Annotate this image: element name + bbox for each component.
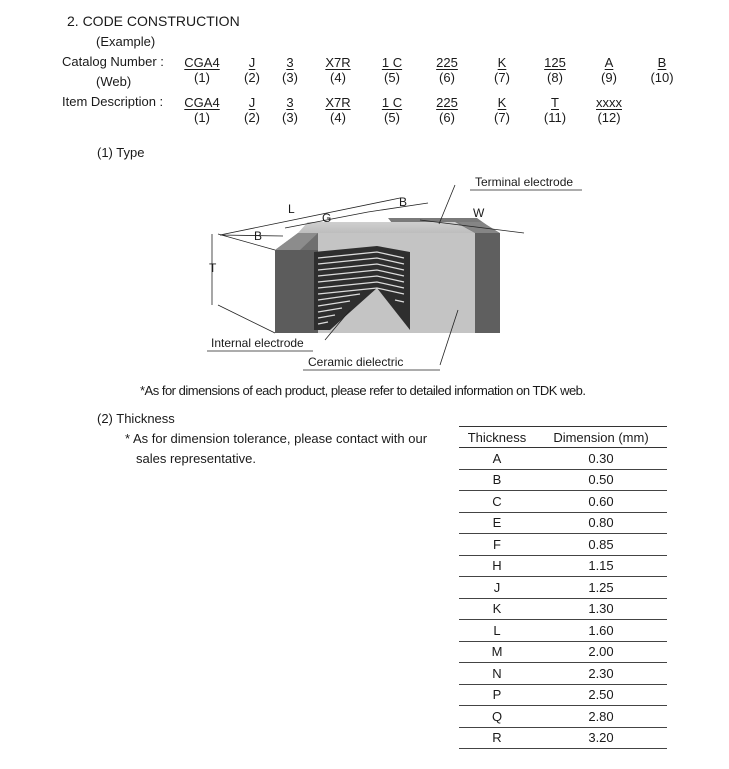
- catalog-code-value: CGA4: [184, 55, 220, 70]
- catalog-code-value: A: [604, 55, 614, 70]
- item-code-value: 225: [436, 95, 458, 110]
- table-header-row: [459, 427, 667, 448]
- item-code-3: [265, 95, 315, 125]
- item-code-value: CGA4: [184, 95, 220, 110]
- item-code-7: [477, 95, 527, 125]
- item-code-value: X7R: [325, 95, 351, 110]
- item-code-4: [313, 95, 363, 125]
- catalog-code-6: [422, 55, 472, 85]
- dim-L-label: L: [288, 202, 295, 216]
- thickness-code-cell: R: [459, 727, 535, 749]
- chip-capacitor-diagram: [190, 170, 630, 375]
- catalog-code-7: [477, 55, 527, 85]
- catalog-code-3: [265, 55, 315, 85]
- catalog-code-index: (2): [244, 70, 260, 85]
- table-row: [459, 727, 667, 749]
- thickness-code-cell: B: [459, 469, 535, 491]
- table-row: [459, 512, 667, 534]
- catalog-code-5: [367, 55, 417, 85]
- table-row: [459, 577, 667, 599]
- thickness-code-cell: N: [459, 663, 535, 685]
- dim-B-right-label: B: [399, 195, 408, 209]
- dimension-cell: 3.20: [535, 727, 667, 749]
- terminal-right-front: [475, 233, 500, 333]
- item-code-index: (7): [494, 110, 510, 125]
- item-code-8: [530, 95, 580, 125]
- item-code-value: 1 C: [381, 95, 403, 110]
- catalog-code-value: B: [657, 55, 667, 70]
- web-label: (Web): [96, 74, 132, 89]
- thickness-code-cell: K: [459, 598, 535, 620]
- dim-T-label: T: [209, 261, 217, 275]
- table-row: [459, 448, 667, 470]
- catalog-code-8: [530, 55, 580, 85]
- dimension-cell: 2.00: [535, 641, 667, 663]
- item-code-9: [584, 95, 634, 125]
- catalog-code-index: (1): [194, 70, 210, 85]
- dimension-cell: 0.85: [535, 534, 667, 556]
- item-description-label: Item Description :: [62, 94, 164, 109]
- item-code-index: (6): [439, 110, 455, 125]
- dimension-cell: 0.30: [535, 448, 667, 470]
- item-code-value: J: [248, 95, 256, 110]
- catalog-code-index: (8): [547, 70, 563, 85]
- thickness-code-cell: J: [459, 577, 535, 599]
- dimension-cell: 0.50: [535, 469, 667, 491]
- item-code-1: [177, 95, 227, 125]
- table-row: [459, 684, 667, 706]
- catalog-code-value: J: [248, 55, 256, 70]
- catalog-code-1: [177, 55, 227, 85]
- item-code-index: (3): [282, 110, 298, 125]
- dim-G-label: G: [322, 211, 332, 225]
- table-row: [459, 641, 667, 663]
- dimension-cell: 2.50: [535, 684, 667, 706]
- item-code-6: [422, 95, 472, 125]
- catalog-code-index: (6): [439, 70, 455, 85]
- thickness-code-cell: A: [459, 448, 535, 470]
- dimension-cell: 0.60: [535, 491, 667, 513]
- catalog-code-index: (7): [494, 70, 510, 85]
- table-row: [459, 598, 667, 620]
- example-label: (Example): [96, 34, 156, 49]
- table-row: [459, 663, 667, 685]
- table-row: [459, 534, 667, 556]
- catalog-code-value: 1 C: [381, 55, 403, 70]
- item-code-index: (4): [330, 110, 346, 125]
- item-code-value: K: [497, 95, 507, 110]
- thickness-code-cell: L: [459, 620, 535, 642]
- thickness-heading: (2) Thickness: [97, 411, 175, 426]
- thickness-code-cell: E: [459, 512, 535, 534]
- catalog-code-9: [584, 55, 634, 85]
- internal-electrode-label: Internal electrode: [211, 336, 304, 350]
- catalog-code-index: (4): [330, 70, 346, 85]
- table-row: [459, 555, 667, 577]
- header-thickness: Thickness: [459, 427, 535, 448]
- item-code-value: T: [551, 95, 559, 110]
- dimension-cell: 1.60: [535, 620, 667, 642]
- item-code-index: (2): [244, 110, 260, 125]
- dimension-note: *As for dimensions of each product, please refer to detailed information on TDK web.: [140, 383, 586, 398]
- thickness-code-cell: P: [459, 684, 535, 706]
- item-code-index: (1): [194, 110, 210, 125]
- catalog-code-value: 3: [286, 55, 294, 70]
- catalog-number-label: Catalog Number :: [62, 54, 164, 69]
- catalog-code-index: (10): [650, 70, 674, 85]
- catalog-code-4: [313, 55, 363, 85]
- thickness-code-cell: M: [459, 641, 535, 663]
- item-code-5: [367, 95, 417, 125]
- ceramic-dielectric-label: Ceramic dielectric: [308, 355, 404, 369]
- item-code-index: (5): [384, 110, 400, 125]
- catalog-code-index: (5): [384, 70, 400, 85]
- dimension-cell: 1.25: [535, 577, 667, 599]
- thickness-code-cell: Q: [459, 706, 535, 728]
- item-code-value: 3: [286, 95, 294, 110]
- section-title: 2. CODE CONSTRUCTION: [67, 13, 240, 29]
- catalog-code-index: (3): [282, 70, 298, 85]
- tolerance-note-line1: * As for dimension tolerance, please contact with our: [125, 431, 428, 446]
- catalog-code-value: 125: [544, 55, 566, 70]
- item-code-value: xxxx: [596, 95, 622, 110]
- table-row: [459, 469, 667, 491]
- catalog-code-value: X7R: [325, 55, 351, 70]
- thickness-code-cell: C: [459, 491, 535, 513]
- dimension-cell: 2.80: [535, 706, 667, 728]
- item-code-index: (12): [597, 110, 621, 125]
- catalog-code-value: K: [497, 55, 507, 70]
- catalog-code-index: (9): [601, 70, 617, 85]
- dim-W-label: W: [473, 206, 485, 220]
- dim-B-left-label: B: [254, 229, 263, 243]
- dimension-cell: 2.30: [535, 663, 667, 685]
- table-row: [459, 491, 667, 513]
- terminal-electrode-label: Terminal electrode: [475, 175, 574, 189]
- catalog-code-value: 225: [436, 55, 458, 70]
- dimension-cell: 1.15: [535, 555, 667, 577]
- dimension-cell: 1.30: [535, 598, 667, 620]
- dimension-cell: 0.80: [535, 512, 667, 534]
- header-dimension: Dimension (mm): [535, 427, 667, 448]
- catalog-code-10: [637, 55, 687, 85]
- table-row: [459, 706, 667, 728]
- thickness-table: [459, 426, 667, 749]
- thickness-code-cell: F: [459, 534, 535, 556]
- item-code-index: (11): [543, 110, 567, 125]
- tolerance-note-line2: sales representative.: [136, 451, 256, 466]
- table-row: [459, 620, 667, 642]
- thickness-code-cell: H: [459, 555, 535, 577]
- type-heading: (1) Type: [97, 145, 145, 160]
